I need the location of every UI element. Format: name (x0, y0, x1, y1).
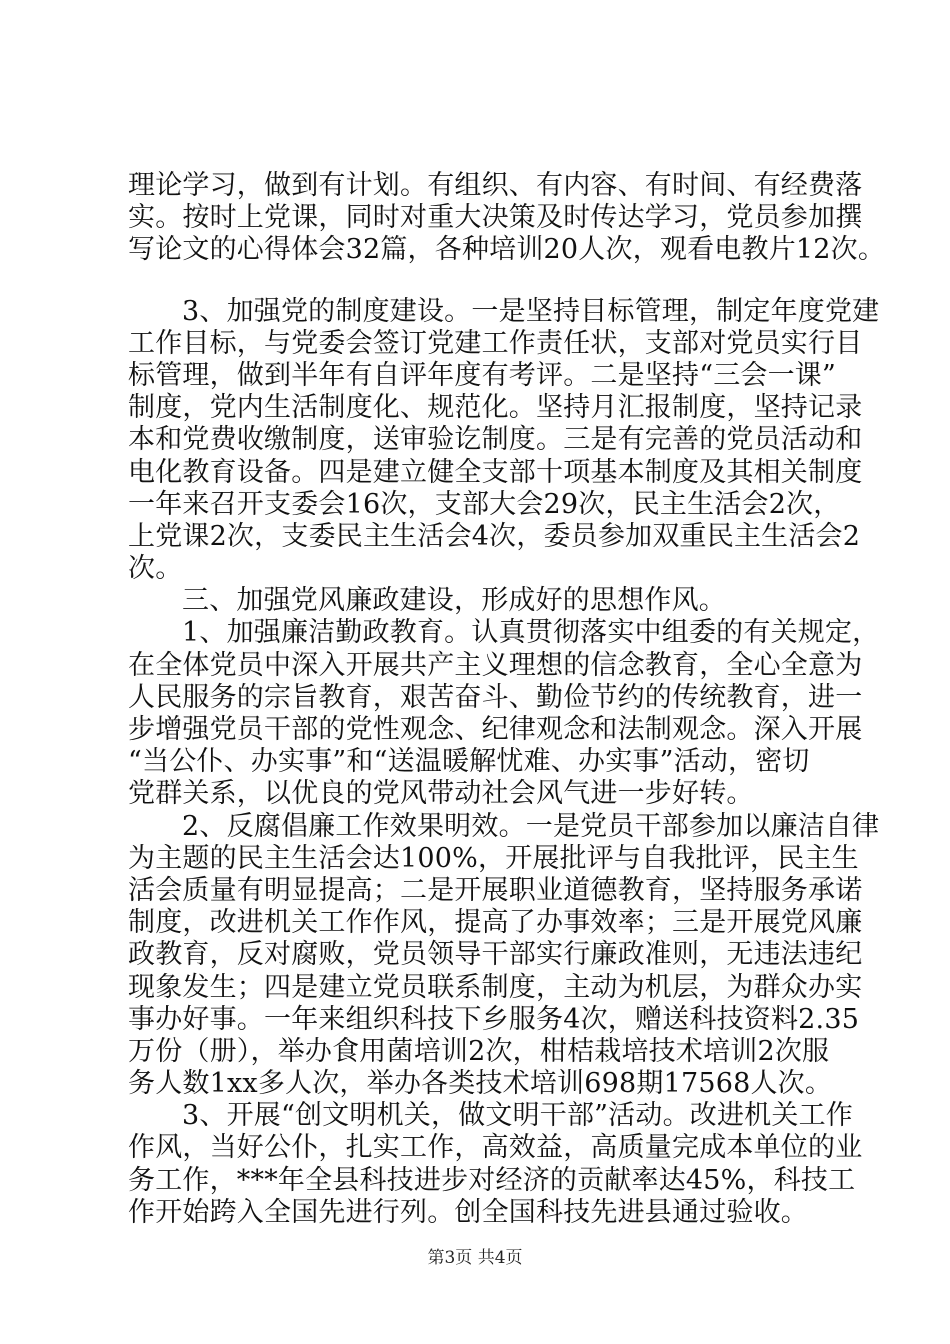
text-line: 写论文的心得体会32篇，各种培训20人次，观看电教片12次。 (128, 234, 886, 266)
paragraph (128, 1100, 863, 1229)
text-line: 3、加强党的制度建设。一是坚持目标管理，制定年度党建 (182, 295, 880, 327)
text-line: 步增强党员干部的党性观念、纪律观念和法制观念。深入开展 (128, 714, 863, 745)
text-line: 作风，当好公仆，扎实工作，高效益，高质量完成本单位的业 (128, 1132, 863, 1164)
text-line: 为主题的民主生活会达100%，开展批评与自我批评，民主生 (128, 842, 859, 874)
text-line: 活会质量有明显提高；二是开展职业道德教育，坚持服务承诺 (128, 874, 863, 906)
text-line: 本和党费收缴制度，送审验讫制度。三是有完善的党员活动和 (128, 424, 863, 456)
text-line: 3、开展“创文明机关，做文明干部”活动。改进机关工作 (182, 1100, 853, 1132)
paragraph (128, 617, 880, 810)
text-line: 电化教育设备。四是建立健全支部十项基本制度及其相关制度 (128, 456, 863, 488)
paragraph-gap (128, 267, 828, 296)
text-line: 在全体党员中深入开展共产主义理想的信念教育，全心全意为 (128, 649, 863, 681)
document-body (128, 170, 886, 1229)
text-line: 理论学习，做到有计划。有组织、有内容、有时间、有经费落 (128, 170, 863, 201)
text-line: 制度，改进机关工作作风，提高了办事效率；三是开展党风廉 (128, 907, 863, 939)
text-line: 工作目标，与党委会签订党建工作责任状，支部对党员实行目 (128, 327, 863, 359)
text-line: 务人数1xx多人次，举办各类技术培训698期17568人次。 (128, 1068, 833, 1100)
text-line: 作开始跨入全国先进行列。创全国科技先进县通过验收。 (128, 1196, 808, 1228)
text-line: 次。 (128, 553, 183, 585)
text-line: 1、加强廉洁勤政教育。认真贯彻落实中组委的有关规定， (182, 617, 880, 649)
text-line: 务工作，***年全县科技进步对经济的贡献率达45%，科技工 (128, 1164, 856, 1196)
text-line: 三、加强党风廉政建设，形成好的思想作风。 (182, 585, 726, 617)
text-line: 政教育，反对腐败，党员领导干部实行廉政准则，无违法违纪 (128, 939, 863, 971)
text-line: 人民服务的宗旨教育，艰苦奋斗、勤俭节约的传统教育，进一 (128, 681, 863, 713)
text-line: 党群关系，以优良的党风带动社会风气进一步好转。 (128, 778, 754, 810)
text-line: 事办好事。一年来组织科技下乡服务4次，赠送科技资料2.35 (128, 1003, 860, 1035)
text-line: 现象发生；四是建立党员联系制度，主动为机层，为群众办实 (128, 971, 863, 1003)
paragraph (128, 295, 880, 586)
paragraph (128, 585, 828, 617)
text-line: 实。按时上党课，同时对重大决策及时传达学习，党员参加撰 (128, 202, 863, 234)
paragraph (128, 170, 886, 267)
page-footer: 第3页 共4页 (427, 1248, 523, 1268)
text-line: 制度，党内生活制度化、规范化。坚持月汇报制度，坚持记录 (128, 392, 863, 424)
text-line: 2、反腐倡廉工作效果明效。一是党员干部参加以廉洁自律 (182, 810, 880, 842)
text-line: 上党课2次，支委民主生活会4次，委员参加双重民主生活会2 (128, 520, 861, 552)
text-line: 一年来召开支委会16次，支部大会29次，民主生活会2次， (128, 488, 841, 520)
text-line: 标管理，做到半年有自评年度有考评。二是坚持“三会一课” (128, 359, 837, 391)
text-line: 万份（册），举办食用菌培训2次，柑桔栽培技术培训2次服 (128, 1035, 830, 1067)
paragraph (128, 810, 880, 1101)
text-line: “当公仆、办实事”和“送温暖解忧难、办实事”活动，密切 (128, 746, 810, 778)
